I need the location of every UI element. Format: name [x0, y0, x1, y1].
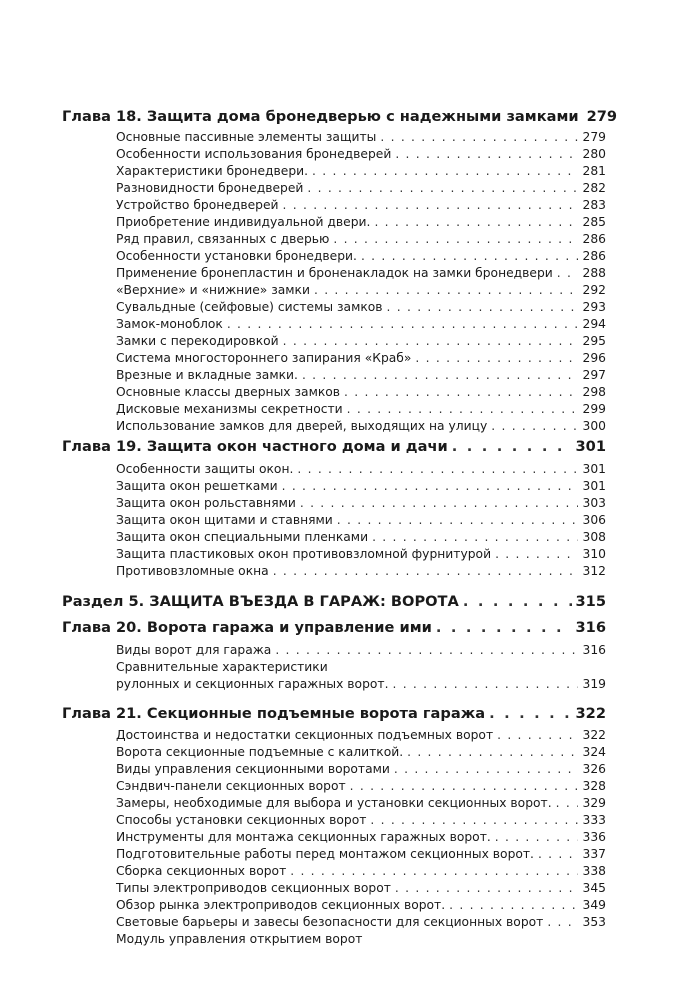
- toc-section-entry[interactable]: [116, 402, 606, 419]
- toc-page-number: 280: [582, 147, 606, 161]
- toc-chapter-entry[interactable]: [62, 108, 618, 130]
- toc-entry-title: Обзор рынка электроприводов секционных ворот.: [116, 898, 446, 912]
- toc-entry-title: Использование замков для дверей, выходящих на улицу: [116, 419, 488, 433]
- toc-section-entry[interactable]: [116, 728, 606, 745]
- toc-page-number: 300: [582, 419, 606, 433]
- toc-page-number: 293: [582, 300, 606, 314]
- toc-section-entry[interactable]: [116, 547, 606, 564]
- toc-section-entry[interactable]: [116, 283, 606, 300]
- toc-section-entry[interactable]: [116, 232, 606, 249]
- toc-entry-title: Особенности защиты окон.: [116, 462, 294, 476]
- toc-entry-title: Ряд правил, связанных с дверью: [116, 232, 330, 246]
- toc-page-number: 299: [582, 402, 606, 416]
- dot-leader: [307, 181, 578, 195]
- dot-leader: [538, 847, 578, 861]
- dot-leader: [350, 779, 578, 793]
- toc-page-number: 301: [582, 462, 606, 476]
- dot-leader: [491, 419, 578, 433]
- toc-page-number: 322: [582, 728, 606, 742]
- toc-page-number: 316: [575, 619, 606, 636]
- toc-section-entry[interactable]: [116, 745, 606, 762]
- toc-section-entry[interactable]: [116, 300, 606, 317]
- toc-entry-title: Характеристики бронедвери.: [116, 164, 309, 178]
- toc-page-number: 288: [582, 266, 606, 280]
- toc-section-entry[interactable]: [116, 462, 606, 479]
- toc-page-number: 333: [582, 813, 606, 827]
- toc-page-number: 338: [582, 864, 606, 878]
- toc-entry-title: Замок-моноблок: [116, 317, 223, 331]
- toc-chapter-entry[interactable]: [62, 593, 606, 615]
- toc-section-entry[interactable]: [116, 419, 606, 436]
- toc-entry-title: Особенности использования бронедверей: [116, 147, 392, 161]
- toc-entry-title: Защита пластиковых окон противовзломной фурнитурой: [116, 547, 492, 561]
- toc-entry-title: Особенности установки бронедвери.: [116, 249, 357, 263]
- toc-section-entry[interactable]: [116, 385, 606, 402]
- toc-entry-title: «Верхние» и «нижние» замки: [116, 283, 310, 297]
- dot-leader: [557, 266, 578, 280]
- toc-chapter-entry[interactable]: [62, 438, 606, 460]
- toc-page-number: 303: [582, 496, 606, 510]
- toc-section-entry[interactable]: [116, 334, 606, 351]
- toc-entry-title: Врезные и вкладные замки.: [116, 368, 298, 382]
- toc-page-number: 315: [575, 593, 606, 610]
- toc-entry-title: Модуль управления открытием ворот: [116, 932, 363, 946]
- toc-page-number: 281: [582, 164, 606, 178]
- dot-leader: [395, 147, 578, 161]
- toc-section-entry[interactable]: [116, 915, 606, 932]
- toc-section-entry[interactable]: [116, 513, 606, 530]
- toc-entry-title: Глава 18. Защита дома бронедверью с надежными замками: [62, 108, 579, 125]
- toc-section-entry[interactable]: [116, 147, 606, 164]
- toc-section-entry[interactable]: [116, 898, 606, 915]
- dot-leader: [489, 705, 571, 722]
- dot-leader: [290, 864, 578, 878]
- toc-chapter-entry[interactable]: [62, 619, 606, 641]
- toc-page-number: 286: [582, 232, 606, 246]
- toc-entry-title: Виды ворот для гаража: [116, 643, 272, 657]
- toc-section-entry[interactable]: [116, 130, 606, 147]
- toc-page-number: 282: [582, 181, 606, 195]
- toc-section-entry[interactable]: [116, 762, 606, 779]
- toc-section-entry[interactable]: [116, 813, 606, 830]
- toc-page-number: 308: [582, 530, 606, 544]
- dot-leader: [227, 317, 578, 331]
- toc-entry-title: Достоинства и недостатки секционных подъемных ворот: [116, 728, 494, 742]
- toc-section-entry[interactable]: [116, 317, 606, 334]
- toc-section-entry[interactable]: [116, 779, 606, 796]
- toc-entry-title: Замки с перекодировкой: [116, 334, 279, 348]
- toc-page-number: 336: [582, 830, 606, 844]
- toc-entry-title: Защита окон рольставнями: [116, 496, 296, 510]
- dot-leader: [370, 813, 578, 827]
- toc-section-entry[interactable]: [116, 932, 606, 949]
- dot-leader: [452, 438, 572, 455]
- toc-entry-title: Способы установки секционных ворот: [116, 813, 367, 827]
- toc-entry-title: Защита окон решетками: [116, 479, 278, 493]
- toc-page-number: 310: [582, 547, 606, 561]
- toc-page-number: 298: [582, 385, 606, 399]
- toc-section-entry[interactable]: [116, 479, 606, 496]
- toc-section-entry[interactable]: [116, 164, 606, 181]
- dot-leader: [297, 462, 578, 476]
- toc-section-entry[interactable]: [116, 881, 606, 898]
- toc-section-entry[interactable]: [116, 677, 606, 694]
- dot-leader: [314, 283, 578, 297]
- toc-entry-title: Подготовительные работы перед монтажом секционных ворот.: [116, 847, 534, 861]
- dot-leader: [392, 677, 578, 691]
- dot-leader: [395, 881, 578, 895]
- toc-section-entry[interactable]: [116, 249, 606, 266]
- toc-entry-title: рулонных и секционных гаражных ворот.: [116, 677, 389, 691]
- toc-entry-title: Типы электроприводов секционных ворот: [116, 881, 391, 895]
- dot-leader: [407, 745, 578, 759]
- toc-page-number: 286: [582, 249, 606, 263]
- toc-page-number: 306: [582, 513, 606, 527]
- dot-leader: [495, 830, 578, 844]
- toc-entry-title: Основные пассивные элементы защиты: [116, 130, 377, 144]
- toc-entry-title: Глава 19. Защита окон частного дома и дачи: [62, 438, 448, 455]
- toc-entry-title: Дисковые механизмы секретности: [116, 402, 343, 416]
- toc-entry-title: Применение бронепластин и броненакладок на замки бронедвери: [116, 266, 553, 280]
- toc-section-entry[interactable]: [116, 496, 606, 513]
- dot-leader: [415, 351, 578, 365]
- toc-entry-title: Световые барьеры и завесы безопасности для секционных ворот: [116, 915, 544, 929]
- toc-section-entry[interactable]: [116, 368, 606, 385]
- toc-page-number: 316: [582, 643, 606, 657]
- toc-entry-title: Сравнительные характеристики: [116, 660, 328, 674]
- toc-entry-title: Виды управления секционными воротами: [116, 762, 390, 776]
- toc-page-number: 292: [582, 283, 606, 297]
- toc-page-number: 322: [575, 705, 606, 722]
- toc-page-number: 319: [582, 677, 606, 691]
- toc-page-number: 312: [582, 564, 606, 578]
- toc-entry-title: Основные классы дверных замков: [116, 385, 341, 399]
- toc-page-number: 295: [582, 334, 606, 348]
- toc-page-number: 349: [582, 898, 606, 912]
- dot-leader: [283, 198, 578, 212]
- toc-page-number: 294: [582, 317, 606, 331]
- dot-leader: [282, 479, 578, 493]
- toc-chapter-entry[interactable]: [62, 705, 606, 727]
- dot-leader: [302, 368, 578, 382]
- toc-entry-title: Приобретение индивидуальной двери.: [116, 215, 371, 229]
- toc-section-entry[interactable]: [116, 215, 606, 232]
- toc-page-number: 283: [582, 198, 606, 212]
- toc-section-entry[interactable]: [116, 660, 606, 677]
- toc-entry-title: Устройство бронедверей: [116, 198, 279, 212]
- toc-page-number: 297: [582, 368, 606, 382]
- dot-leader: [283, 334, 578, 348]
- toc-entry-title: Противовзломные окна: [116, 564, 269, 578]
- toc-page-number: 345: [582, 881, 606, 895]
- toc-section-entry[interactable]: [116, 198, 606, 215]
- toc-entry-title: Глава 21. Секционные подъемные ворота гаража: [62, 705, 486, 722]
- dot-leader: [337, 513, 578, 527]
- toc-section-entry[interactable]: [116, 181, 606, 198]
- dot-leader: [312, 164, 578, 178]
- toc-entry-title: Замеры, необходимые для выбора и установки секционных ворот.: [116, 796, 552, 810]
- toc-section-entry[interactable]: [116, 266, 606, 283]
- toc-page-number: 324: [582, 745, 606, 759]
- toc-page-number: 301: [575, 438, 606, 455]
- toc-page-number: 279: [586, 108, 618, 125]
- dot-leader: [333, 232, 578, 246]
- toc-entry-title: Разновидности бронедверей: [116, 181, 304, 195]
- dot-leader: [275, 643, 578, 657]
- toc-section-entry[interactable]: [116, 847, 606, 864]
- dot-leader: [380, 130, 578, 144]
- toc-page-number: 296: [582, 351, 606, 365]
- toc-entry-title: Инструменты для монтажа секционных гаражных ворот.: [116, 830, 491, 844]
- dot-leader: [547, 915, 578, 929]
- dot-leader: [344, 385, 578, 399]
- dot-leader: [374, 215, 578, 229]
- dot-leader: [372, 530, 578, 544]
- dot-leader: [394, 762, 578, 776]
- dot-leader: [361, 249, 578, 263]
- toc-entry-title: Глава 20. Ворота гаража и управление ими: [62, 619, 432, 636]
- toc-entry-title: Сувальдные (сейфовые) системы замков: [116, 300, 383, 314]
- dot-leader: [497, 728, 578, 742]
- dot-leader: [347, 402, 578, 416]
- dot-leader: [449, 898, 578, 912]
- toc-section-entry[interactable]: [116, 564, 606, 581]
- toc-section-entry[interactable]: [116, 864, 606, 881]
- dot-leader: [463, 593, 572, 610]
- dot-leader: [556, 796, 578, 810]
- dot-leader: [273, 564, 578, 578]
- toc-entry-title: Система многостороннего запирания «Краб»: [116, 351, 412, 365]
- toc-section-entry[interactable]: [116, 830, 606, 847]
- toc-page-number: 329: [582, 796, 606, 810]
- toc-section-entry[interactable]: [116, 643, 606, 660]
- toc-page-number: 337: [582, 847, 606, 861]
- toc-section-entry[interactable]: [116, 351, 606, 368]
- toc-entry-title: Ворота секционные подъемные с калиткой.: [116, 745, 404, 759]
- toc-entry-title: Сэндвич-панели секционных ворот: [116, 779, 346, 793]
- toc-page-number: 301: [582, 479, 606, 493]
- toc-section-entry[interactable]: [116, 530, 606, 547]
- toc-entry-title: Раздел 5. ЗАЩИТА ВЪЕЗДА В ГАРАЖ: ВОРОТА: [62, 593, 459, 610]
- toc-page-number: 285: [582, 215, 606, 229]
- dot-leader: [300, 496, 578, 510]
- dot-leader: [495, 547, 578, 561]
- toc-entry-title: Сборка секционных ворот: [116, 864, 287, 878]
- toc-page-number: 326: [582, 762, 606, 776]
- dot-leader: [387, 300, 578, 314]
- toc-page-number: 353: [582, 915, 606, 929]
- toc-section-entry[interactable]: [116, 796, 606, 813]
- toc-page-number: 279: [582, 130, 606, 144]
- toc-entry-title: Защита окон щитами и ставнями: [116, 513, 333, 527]
- dot-leader: [436, 619, 572, 636]
- toc-entry-title: Защита окон специальными пленками: [116, 530, 369, 544]
- toc-page-number: 328: [582, 779, 606, 793]
